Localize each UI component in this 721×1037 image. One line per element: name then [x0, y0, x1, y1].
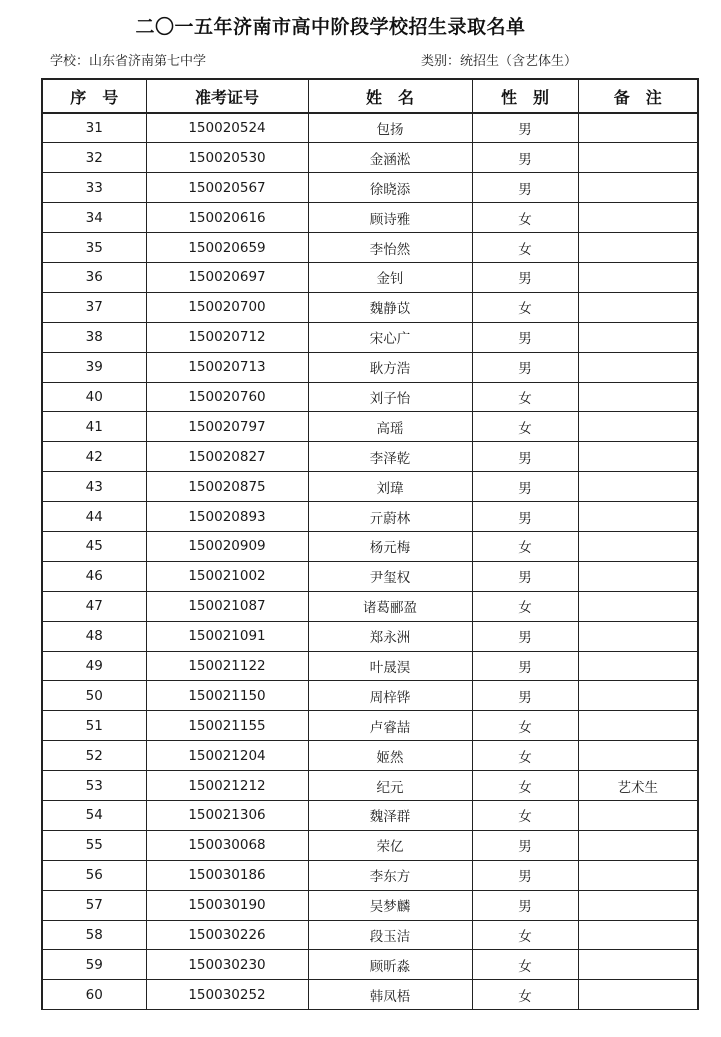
table-row — [42, 113, 698, 143]
cell-exam-number: 150021212 — [146, 771, 308, 801]
cell-name: 刘瑋 — [308, 472, 472, 502]
cell-name: 段玉洁 — [308, 920, 472, 950]
cell-remarks — [578, 681, 698, 711]
table-row — [42, 502, 698, 532]
cell-name: 金涵淞 — [308, 143, 472, 173]
cell-index: 34 — [42, 203, 146, 233]
header-remarks: 备 注 — [578, 79, 698, 113]
cell-gender: 女 — [472, 292, 578, 322]
cell-remarks — [578, 980, 698, 1010]
cell-remarks — [578, 442, 698, 472]
table-row — [42, 262, 698, 292]
cell-remarks — [578, 262, 698, 292]
cell-gender: 男 — [472, 681, 578, 711]
cell-index: 44 — [42, 502, 146, 532]
table-row — [42, 830, 698, 860]
header-index: 序 号 — [42, 79, 146, 113]
cell-gender: 女 — [472, 591, 578, 621]
cell-exam-number: 150020713 — [146, 352, 308, 382]
cell-index: 47 — [42, 591, 146, 621]
cell-remarks — [578, 143, 698, 173]
cell-name: 耿方浩 — [308, 352, 472, 382]
cell-exam-number: 150020530 — [146, 143, 308, 173]
cell-name: 卢睿喆 — [308, 711, 472, 741]
cell-name: 顾昕淼 — [308, 950, 472, 980]
cell-remarks — [578, 322, 698, 352]
cell-name: 高瑶 — [308, 412, 472, 442]
cell-exam-number: 150020697 — [146, 262, 308, 292]
document-title: 二〇一五年济南市高中阶段学校招生录取名单 — [135, 16, 526, 38]
cell-remarks — [578, 591, 698, 621]
table-row — [42, 890, 698, 920]
cell-exam-number: 150020797 — [146, 412, 308, 442]
cell-exam-number: 150030186 — [146, 860, 308, 890]
table-row — [42, 233, 698, 263]
cell-remarks — [578, 800, 698, 830]
cell-gender: 女 — [472, 711, 578, 741]
cell-name: 姬然 — [308, 741, 472, 771]
cell-gender: 女 — [472, 382, 578, 412]
cell-index: 46 — [42, 561, 146, 591]
table-row — [42, 322, 698, 352]
table-row — [42, 681, 698, 711]
cell-remarks — [578, 890, 698, 920]
cell-gender: 男 — [472, 472, 578, 502]
table-row — [42, 771, 698, 801]
table-row — [42, 920, 698, 950]
cell-remarks — [578, 113, 698, 143]
cell-gender: 男 — [472, 860, 578, 890]
cell-remarks — [578, 472, 698, 502]
cell-name: 刘子怡 — [308, 382, 472, 412]
cell-index: 42 — [42, 442, 146, 472]
cell-gender: 女 — [472, 203, 578, 233]
table-header-row — [42, 79, 698, 113]
cell-remarks — [578, 173, 698, 203]
cell-index: 41 — [42, 412, 146, 442]
cell-gender: 女 — [472, 800, 578, 830]
cell-remarks — [578, 830, 698, 860]
cell-exam-number: 150020616 — [146, 203, 308, 233]
table-row — [42, 860, 698, 890]
header-exam-number: 准考证号 — [146, 79, 308, 113]
cell-exam-number: 150020712 — [146, 322, 308, 352]
cell-index: 54 — [42, 800, 146, 830]
cell-name: 杨元梅 — [308, 531, 472, 561]
cell-name: 周梓铧 — [308, 681, 472, 711]
cell-index: 35 — [42, 233, 146, 263]
cell-exam-number: 150020659 — [146, 233, 308, 263]
cell-gender: 男 — [472, 143, 578, 173]
cell-gender: 女 — [472, 920, 578, 950]
cell-exam-number: 150021087 — [146, 591, 308, 621]
cell-name: 亓蔚林 — [308, 502, 472, 532]
cell-index: 40 — [42, 382, 146, 412]
cell-name: 李怡然 — [308, 233, 472, 263]
table-row — [42, 980, 698, 1010]
cell-gender: 男 — [472, 651, 578, 681]
cell-remarks — [578, 352, 698, 382]
cell-index: 50 — [42, 681, 146, 711]
cell-gender: 女 — [472, 233, 578, 263]
table-body — [42, 113, 698, 1010]
table-row — [42, 143, 698, 173]
cell-exam-number: 150021204 — [146, 741, 308, 771]
cell-exam-number: 150030252 — [146, 980, 308, 1010]
cell-exam-number: 150021002 — [146, 561, 308, 591]
cell-index: 33 — [42, 173, 146, 203]
cell-gender: 女 — [472, 980, 578, 1010]
cell-index: 56 — [42, 860, 146, 890]
cell-name: 纪元 — [308, 771, 472, 801]
cell-exam-number: 150030230 — [146, 950, 308, 980]
cell-exam-number: 150020827 — [146, 442, 308, 472]
cell-index: 55 — [42, 830, 146, 860]
cell-name: 尹玺权 — [308, 561, 472, 591]
cell-name: 韩凤梧 — [308, 980, 472, 1010]
cell-remarks — [578, 412, 698, 442]
cell-gender: 男 — [472, 442, 578, 472]
table-row — [42, 800, 698, 830]
cell-gender: 女 — [472, 950, 578, 980]
table-row — [42, 651, 698, 681]
cell-exam-number: 150020893 — [146, 502, 308, 532]
cell-exam-number: 150020567 — [146, 173, 308, 203]
header-gender: 性 别 — [472, 79, 578, 113]
cell-exam-number: 150021155 — [146, 711, 308, 741]
cell-index: 38 — [42, 322, 146, 352]
cell-gender: 女 — [472, 531, 578, 561]
cell-remarks — [578, 711, 698, 741]
table-row — [42, 950, 698, 980]
table-row — [42, 621, 698, 651]
cell-remarks — [578, 561, 698, 591]
cell-remarks — [578, 741, 698, 771]
cell-name: 包扬 — [308, 113, 472, 143]
cell-name: 诸葛郦盈 — [308, 591, 472, 621]
cell-remarks — [578, 233, 698, 263]
cell-remarks — [578, 920, 698, 950]
cell-gender: 男 — [472, 502, 578, 532]
table-row — [42, 741, 698, 771]
cell-index: 49 — [42, 651, 146, 681]
cell-index: 43 — [42, 472, 146, 502]
cell-remarks — [578, 502, 698, 532]
table-row — [42, 412, 698, 442]
table-row — [42, 561, 698, 591]
table-row — [42, 531, 698, 561]
table-row — [42, 382, 698, 412]
cell-exam-number: 150020524 — [146, 113, 308, 143]
cell-index: 52 — [42, 741, 146, 771]
cell-name: 宋心广 — [308, 322, 472, 352]
table-row — [42, 591, 698, 621]
cell-index: 32 — [42, 143, 146, 173]
cell-gender: 男 — [472, 890, 578, 920]
cell-gender: 女 — [472, 771, 578, 801]
cell-index: 59 — [42, 950, 146, 980]
cell-name: 金钊 — [308, 262, 472, 292]
table-row — [42, 203, 698, 233]
cell-gender: 男 — [472, 561, 578, 591]
cell-gender: 男 — [472, 352, 578, 382]
cell-name: 叶晟淏 — [308, 651, 472, 681]
cell-index: 45 — [42, 531, 146, 561]
table-row — [42, 292, 698, 322]
cell-remarks — [578, 621, 698, 651]
cell-remarks — [578, 531, 698, 561]
header-name: 姓 名 — [308, 79, 472, 113]
cell-index: 57 — [42, 890, 146, 920]
cell-gender: 男 — [472, 113, 578, 143]
cell-index: 39 — [42, 352, 146, 382]
cell-index: 37 — [42, 292, 146, 322]
cell-name: 荣亿 — [308, 830, 472, 860]
cell-gender: 女 — [472, 412, 578, 442]
table-row — [42, 472, 698, 502]
cell-name: 李泽乾 — [308, 442, 472, 472]
cell-remarks — [578, 860, 698, 890]
category-label: 类别：统招生（含艺体生） — [421, 54, 578, 69]
cell-name: 郑永洲 — [308, 621, 472, 651]
cell-remarks: 艺术生 — [578, 771, 698, 801]
cell-name: 徐晓添 — [308, 173, 472, 203]
cell-exam-number: 150020760 — [146, 382, 308, 412]
cell-remarks — [578, 950, 698, 980]
cell-gender: 男 — [472, 830, 578, 860]
cell-exam-number: 150021306 — [146, 800, 308, 830]
admission-table — [41, 78, 699, 1010]
cell-exam-number: 150020909 — [146, 531, 308, 561]
cell-exam-number: 150020700 — [146, 292, 308, 322]
cell-remarks — [578, 203, 698, 233]
cell-exam-number: 150020875 — [146, 472, 308, 502]
cell-gender: 男 — [472, 322, 578, 352]
cell-exam-number: 150030068 — [146, 830, 308, 860]
cell-gender: 男 — [472, 173, 578, 203]
cell-exam-number: 150030190 — [146, 890, 308, 920]
cell-gender: 男 — [472, 621, 578, 651]
cell-exam-number: 150030226 — [146, 920, 308, 950]
cell-name: 顾诗雅 — [308, 203, 472, 233]
table-row — [42, 173, 698, 203]
cell-index: 51 — [42, 711, 146, 741]
cell-exam-number: 150021091 — [146, 621, 308, 651]
cell-index: 58 — [42, 920, 146, 950]
cell-index: 36 — [42, 262, 146, 292]
table-row — [42, 442, 698, 472]
cell-index: 53 — [42, 771, 146, 801]
cell-remarks — [578, 292, 698, 322]
cell-remarks — [578, 651, 698, 681]
cell-name: 李东方 — [308, 860, 472, 890]
cell-gender: 女 — [472, 741, 578, 771]
cell-name: 魏静苡 — [308, 292, 472, 322]
table-row — [42, 711, 698, 741]
cell-gender: 男 — [472, 262, 578, 292]
cell-exam-number: 150021122 — [146, 651, 308, 681]
table-row — [42, 352, 698, 382]
cell-index: 48 — [42, 621, 146, 651]
cell-name: 吴梦麟 — [308, 890, 472, 920]
school-label: 学校：山东省济南第七中学 — [50, 54, 207, 69]
cell-index: 60 — [42, 980, 146, 1010]
cell-remarks — [578, 382, 698, 412]
cell-name: 魏泽群 — [308, 800, 472, 830]
cell-exam-number: 150021150 — [146, 681, 308, 711]
cell-index: 31 — [42, 113, 146, 143]
